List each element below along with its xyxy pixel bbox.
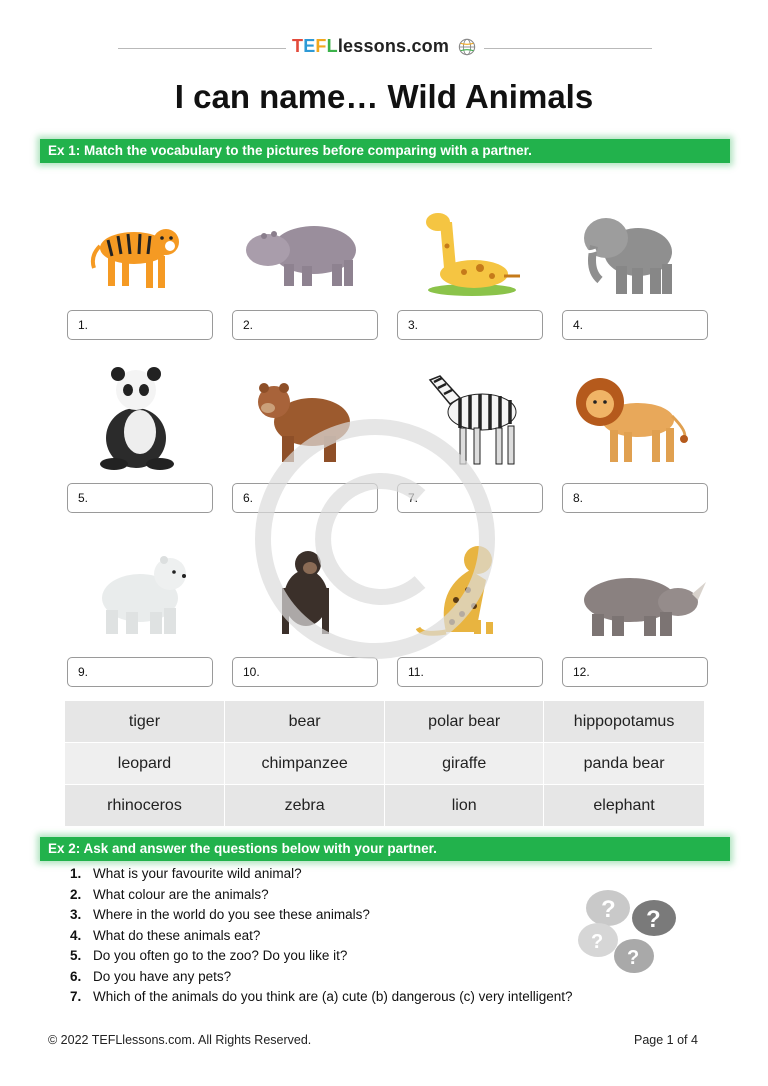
svg-text:?: ? — [601, 896, 616, 923]
polar-bear-image — [94, 552, 194, 638]
copyright-footer: © 2022 TEFLlessons.com. All Rights Reserved. — [48, 1033, 312, 1047]
tiger-image — [88, 206, 184, 296]
question-number: 6. — [70, 968, 82, 984]
answer-box-3[interactable]: 3. — [397, 310, 543, 340]
answer-box-9[interactable]: 9. — [67, 657, 213, 687]
tefl-logo: TEFLlessons.com — [292, 36, 450, 56]
giraffe-image — [420, 202, 524, 298]
question-number: 2. — [70, 886, 82, 902]
question-list — [70, 866, 572, 1010]
vocab-cell: lion — [385, 785, 544, 827]
vocab-cell: giraffe — [385, 743, 544, 785]
question-number: 7. — [70, 989, 82, 1004]
vocabulary-table — [64, 700, 705, 827]
question-text: Do you often go to the zoo? Do you like it? — [93, 948, 348, 963]
svg-text:?: ? — [646, 906, 661, 933]
question-text: What colour are the animals? — [93, 886, 269, 902]
svg-text:?: ? — [591, 931, 604, 953]
question-number: 3. — [70, 907, 82, 922]
question-text: Which of the animals do you think are (a) cute (b) dangerous (c) very intelligent? — [93, 989, 573, 1004]
question-number: 1. — [70, 866, 82, 881]
ex2-instruction-bar: Ex 2: Ask and answer the questions below with your partner. — [40, 837, 730, 861]
question-number: 5. — [70, 948, 82, 963]
vocab-cell: panda bear — [544, 743, 705, 785]
answer-box-8[interactable]: 8. — [562, 483, 708, 513]
question-number: 4. — [70, 927, 82, 943]
list-item — [70, 969, 572, 990]
vocab-row — [65, 785, 705, 827]
answer-box-11[interactable]: 11. — [397, 657, 543, 687]
ex1-instruction-bar: Ex 1: Match the vocabulary to the pictures before comparing with a partner. — [40, 139, 730, 163]
vocab-cell: hippopotamus — [544, 701, 705, 743]
answer-box-1[interactable]: 1. — [67, 310, 213, 340]
vocab-cell: polar bear — [385, 701, 544, 743]
copyright-watermark-icon — [250, 414, 500, 664]
list-item — [70, 928, 572, 949]
vocab-row — [65, 743, 705, 785]
rhinoceros-image — [574, 568, 708, 640]
list-item — [70, 989, 572, 1010]
header-rule-left — [118, 48, 286, 49]
answer-box-5[interactable]: 5. — [67, 483, 213, 513]
list-item — [70, 887, 572, 908]
panda-bear-image — [94, 366, 176, 472]
answer-box-12[interactable]: 12. — [562, 657, 708, 687]
vocab-cell: elephant — [544, 785, 705, 827]
question-text: Do you have any pets? — [93, 968, 232, 984]
vocab-cell: chimpanzee — [224, 743, 384, 785]
vocab-cell: leopard — [65, 743, 225, 785]
answer-box-4[interactable]: 4. — [562, 310, 708, 340]
answer-box-2[interactable]: 2. — [232, 310, 378, 340]
page-title: I can name… Wild Animals — [174, 78, 594, 115]
lion-image — [574, 372, 696, 466]
answer-box-6[interactable]: 6. — [232, 483, 378, 513]
vocab-cell: rhinoceros — [65, 785, 225, 827]
answer-box-10[interactable]: 10. — [232, 657, 378, 687]
list-item — [70, 907, 572, 928]
question-bubbles-icon — [574, 886, 684, 978]
elephant-image — [580, 210, 678, 298]
vocab-cell: bear — [224, 701, 384, 743]
globe-icon — [458, 38, 476, 56]
page-number: Page 1 of 4 — [634, 1033, 698, 1047]
header-rule-right — [484, 48, 652, 49]
list-item — [70, 948, 572, 969]
question-text: What do these animals eat? — [93, 927, 261, 943]
question-text: Where in the world do you see these animals? — [93, 907, 370, 922]
svg-text:?: ? — [627, 947, 640, 969]
list-item — [70, 866, 572, 887]
answer-box-7[interactable]: 7. — [397, 483, 543, 513]
vocab-row — [65, 701, 705, 743]
vocab-cell: zebra — [224, 785, 384, 827]
vocab-cell: tiger — [65, 701, 225, 743]
hippopotamus-image — [244, 216, 362, 292]
page-header — [0, 36, 768, 62]
question-text: What is your favourite wild animal? — [93, 866, 302, 881]
